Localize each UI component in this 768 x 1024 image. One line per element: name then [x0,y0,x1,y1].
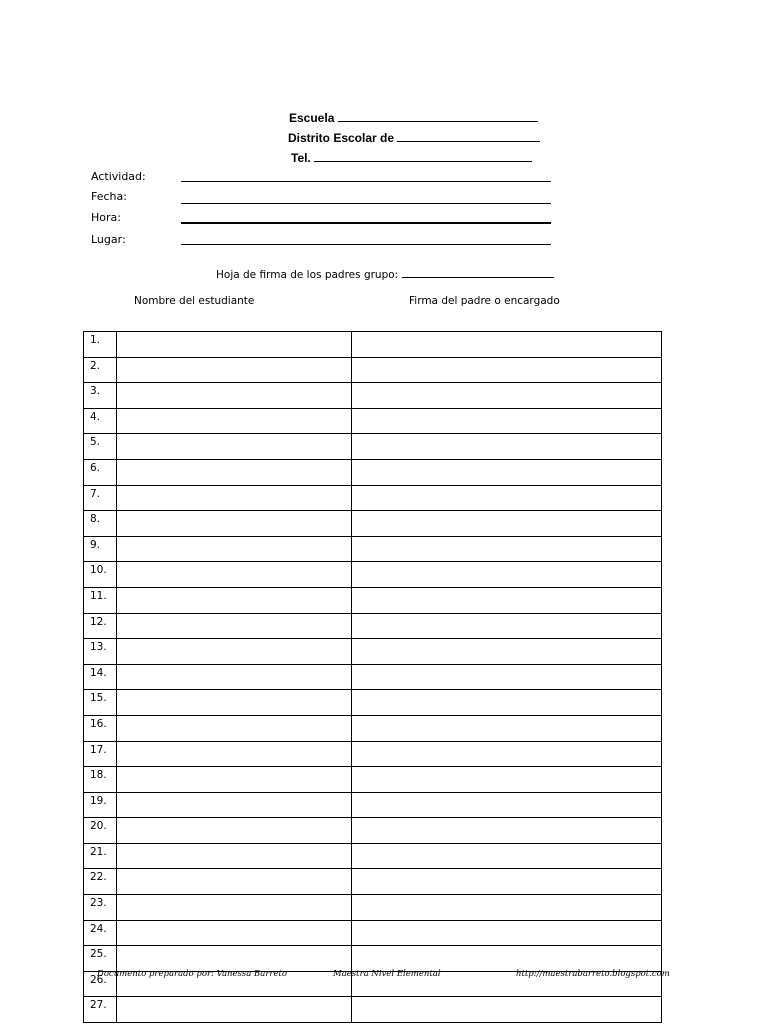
row-number: 15. [84,690,117,716]
district-blank[interactable] [397,131,540,142]
parent-signature-cell[interactable] [352,818,662,844]
parent-signature-cell[interactable] [352,434,662,460]
table-row [84,613,662,639]
student-name-cell[interactable] [117,792,352,818]
parent-signature-cell[interactable] [352,536,662,562]
parent-signature-cell[interactable] [352,792,662,818]
row-number: 4. [84,408,117,434]
row-number: 22. [84,869,117,895]
school-blank[interactable] [338,111,538,122]
table-row [84,664,662,690]
parent-signature-cell[interactable] [352,946,662,972]
table-row [84,459,662,485]
parent-signature-cell[interactable] [352,357,662,383]
table-row [84,690,662,716]
row-number: 9. [84,536,117,562]
row-number: 25. [84,946,117,972]
row-number: 2. [84,357,117,383]
table-row [84,920,662,946]
parent-signature-cell[interactable] [352,587,662,613]
student-name-cell[interactable] [117,895,352,921]
signature-table [83,331,662,1023]
table-row [84,741,662,767]
student-name-cell[interactable] [117,562,352,588]
row-number: 18. [84,767,117,793]
student-name-cell[interactable] [117,357,352,383]
row-number: 13. [84,639,117,665]
student-name-cell[interactable] [117,997,352,1023]
footer-url[interactable]: http://maestrabarreto.blogspot.com [516,969,670,979]
parent-signature-cell[interactable] [352,332,662,358]
student-name-cell[interactable] [117,459,352,485]
table-row [84,818,662,844]
school-label: Escuela [289,111,335,125]
phone-blank[interactable] [314,151,532,162]
parent-signature-cell[interactable] [352,459,662,485]
row-number: 20. [84,818,117,844]
student-name-cell[interactable] [117,511,352,537]
row-number: 1. [84,332,117,358]
student-name-cell[interactable] [117,843,352,869]
student-name-cell[interactable] [117,408,352,434]
parent-signature-cell[interactable] [352,767,662,793]
table-row [84,562,662,588]
student-column-header: Nombre del estudiante [134,295,255,307]
row-number: 14. [84,664,117,690]
table-row [84,587,662,613]
table-row [84,485,662,511]
student-name-cell[interactable] [117,869,352,895]
student-name-cell[interactable] [117,485,352,511]
table-row [84,997,662,1023]
phone-label: Tel. [291,151,311,165]
signature-column-header: Firma del padre o encargado [409,295,560,307]
table-row [84,357,662,383]
parent-signature-cell[interactable] [352,485,662,511]
parent-signature-cell[interactable] [352,613,662,639]
sheet-title-line [216,267,554,281]
parent-signature-cell[interactable] [352,383,662,409]
student-name-cell[interactable] [117,587,352,613]
student-name-cell[interactable] [117,946,352,972]
phone-line [291,151,532,165]
student-name-cell[interactable] [117,383,352,409]
table-row [84,895,662,921]
row-number: 6. [84,459,117,485]
parent-signature-cell[interactable] [352,664,662,690]
row-number: 7. [84,485,117,511]
footer-role: Maestra Nivel Elemental [333,969,441,979]
time-field[interactable] [181,222,551,224]
row-number: 8. [84,511,117,537]
student-name-cell[interactable] [117,332,352,358]
row-number: 5. [84,434,117,460]
student-name-cell[interactable] [117,434,352,460]
table-row [84,383,662,409]
student-name-cell[interactable] [117,536,352,562]
row-number: 27. [84,997,117,1023]
table-row [84,946,662,972]
student-name-cell[interactable] [117,767,352,793]
table-row [84,434,662,460]
date-field[interactable] [181,203,551,204]
parent-signature-cell[interactable] [352,715,662,741]
activity-label: Actividad: [91,170,146,183]
place-field[interactable] [181,244,551,245]
place-label: Lugar: [91,233,126,246]
table-row [84,639,662,665]
student-name-cell[interactable] [117,818,352,844]
parent-signature-cell[interactable] [352,741,662,767]
row-number: 12. [84,613,117,639]
table-row [84,843,662,869]
table-row [84,869,662,895]
student-name-cell[interactable] [117,741,352,767]
student-name-cell[interactable] [117,664,352,690]
table-row [84,767,662,793]
parent-signature-cell[interactable] [352,511,662,537]
row-number: 10. [84,562,117,588]
student-name-cell[interactable] [117,920,352,946]
district-label: Distrito Escolar de [288,131,395,145]
student-name-cell[interactable] [117,639,352,665]
parent-signature-cell[interactable] [352,869,662,895]
table-row [84,715,662,741]
date-label: Fecha: [91,190,127,203]
student-name-cell[interactable] [117,715,352,741]
time-label: Hora: [91,211,121,224]
footer-author: Documento preparado por: Vanessa Barreto [97,969,288,979]
parent-signature-cell[interactable] [352,843,662,869]
group-blank[interactable] [402,267,554,278]
table-row [84,511,662,537]
parent-signature-cell[interactable] [352,690,662,716]
school-line [289,111,538,125]
table-row [84,408,662,434]
row-number: 16. [84,715,117,741]
table-row [84,792,662,818]
row-number: 21. [84,843,117,869]
table-row [84,332,662,358]
district-line [288,131,540,145]
row-number: 17. [84,741,117,767]
activity-field[interactable] [181,181,551,182]
sheet-title: Hoja de firma de los padres grupo: [216,269,399,281]
row-number: 24. [84,920,117,946]
row-number: 26. [84,971,117,997]
row-number: 23. [84,895,117,921]
parent-signature-cell[interactable] [352,408,662,434]
parent-signature-cell[interactable] [352,639,662,665]
parent-signature-cell[interactable] [352,920,662,946]
parent-signature-cell[interactable] [352,895,662,921]
parent-signature-cell[interactable] [352,562,662,588]
table-row [84,536,662,562]
parent-signature-cell[interactable] [352,997,662,1023]
row-number: 19. [84,792,117,818]
row-number: 11. [84,587,117,613]
student-name-cell[interactable] [117,690,352,716]
row-number: 3. [84,383,117,409]
student-name-cell[interactable] [117,613,352,639]
